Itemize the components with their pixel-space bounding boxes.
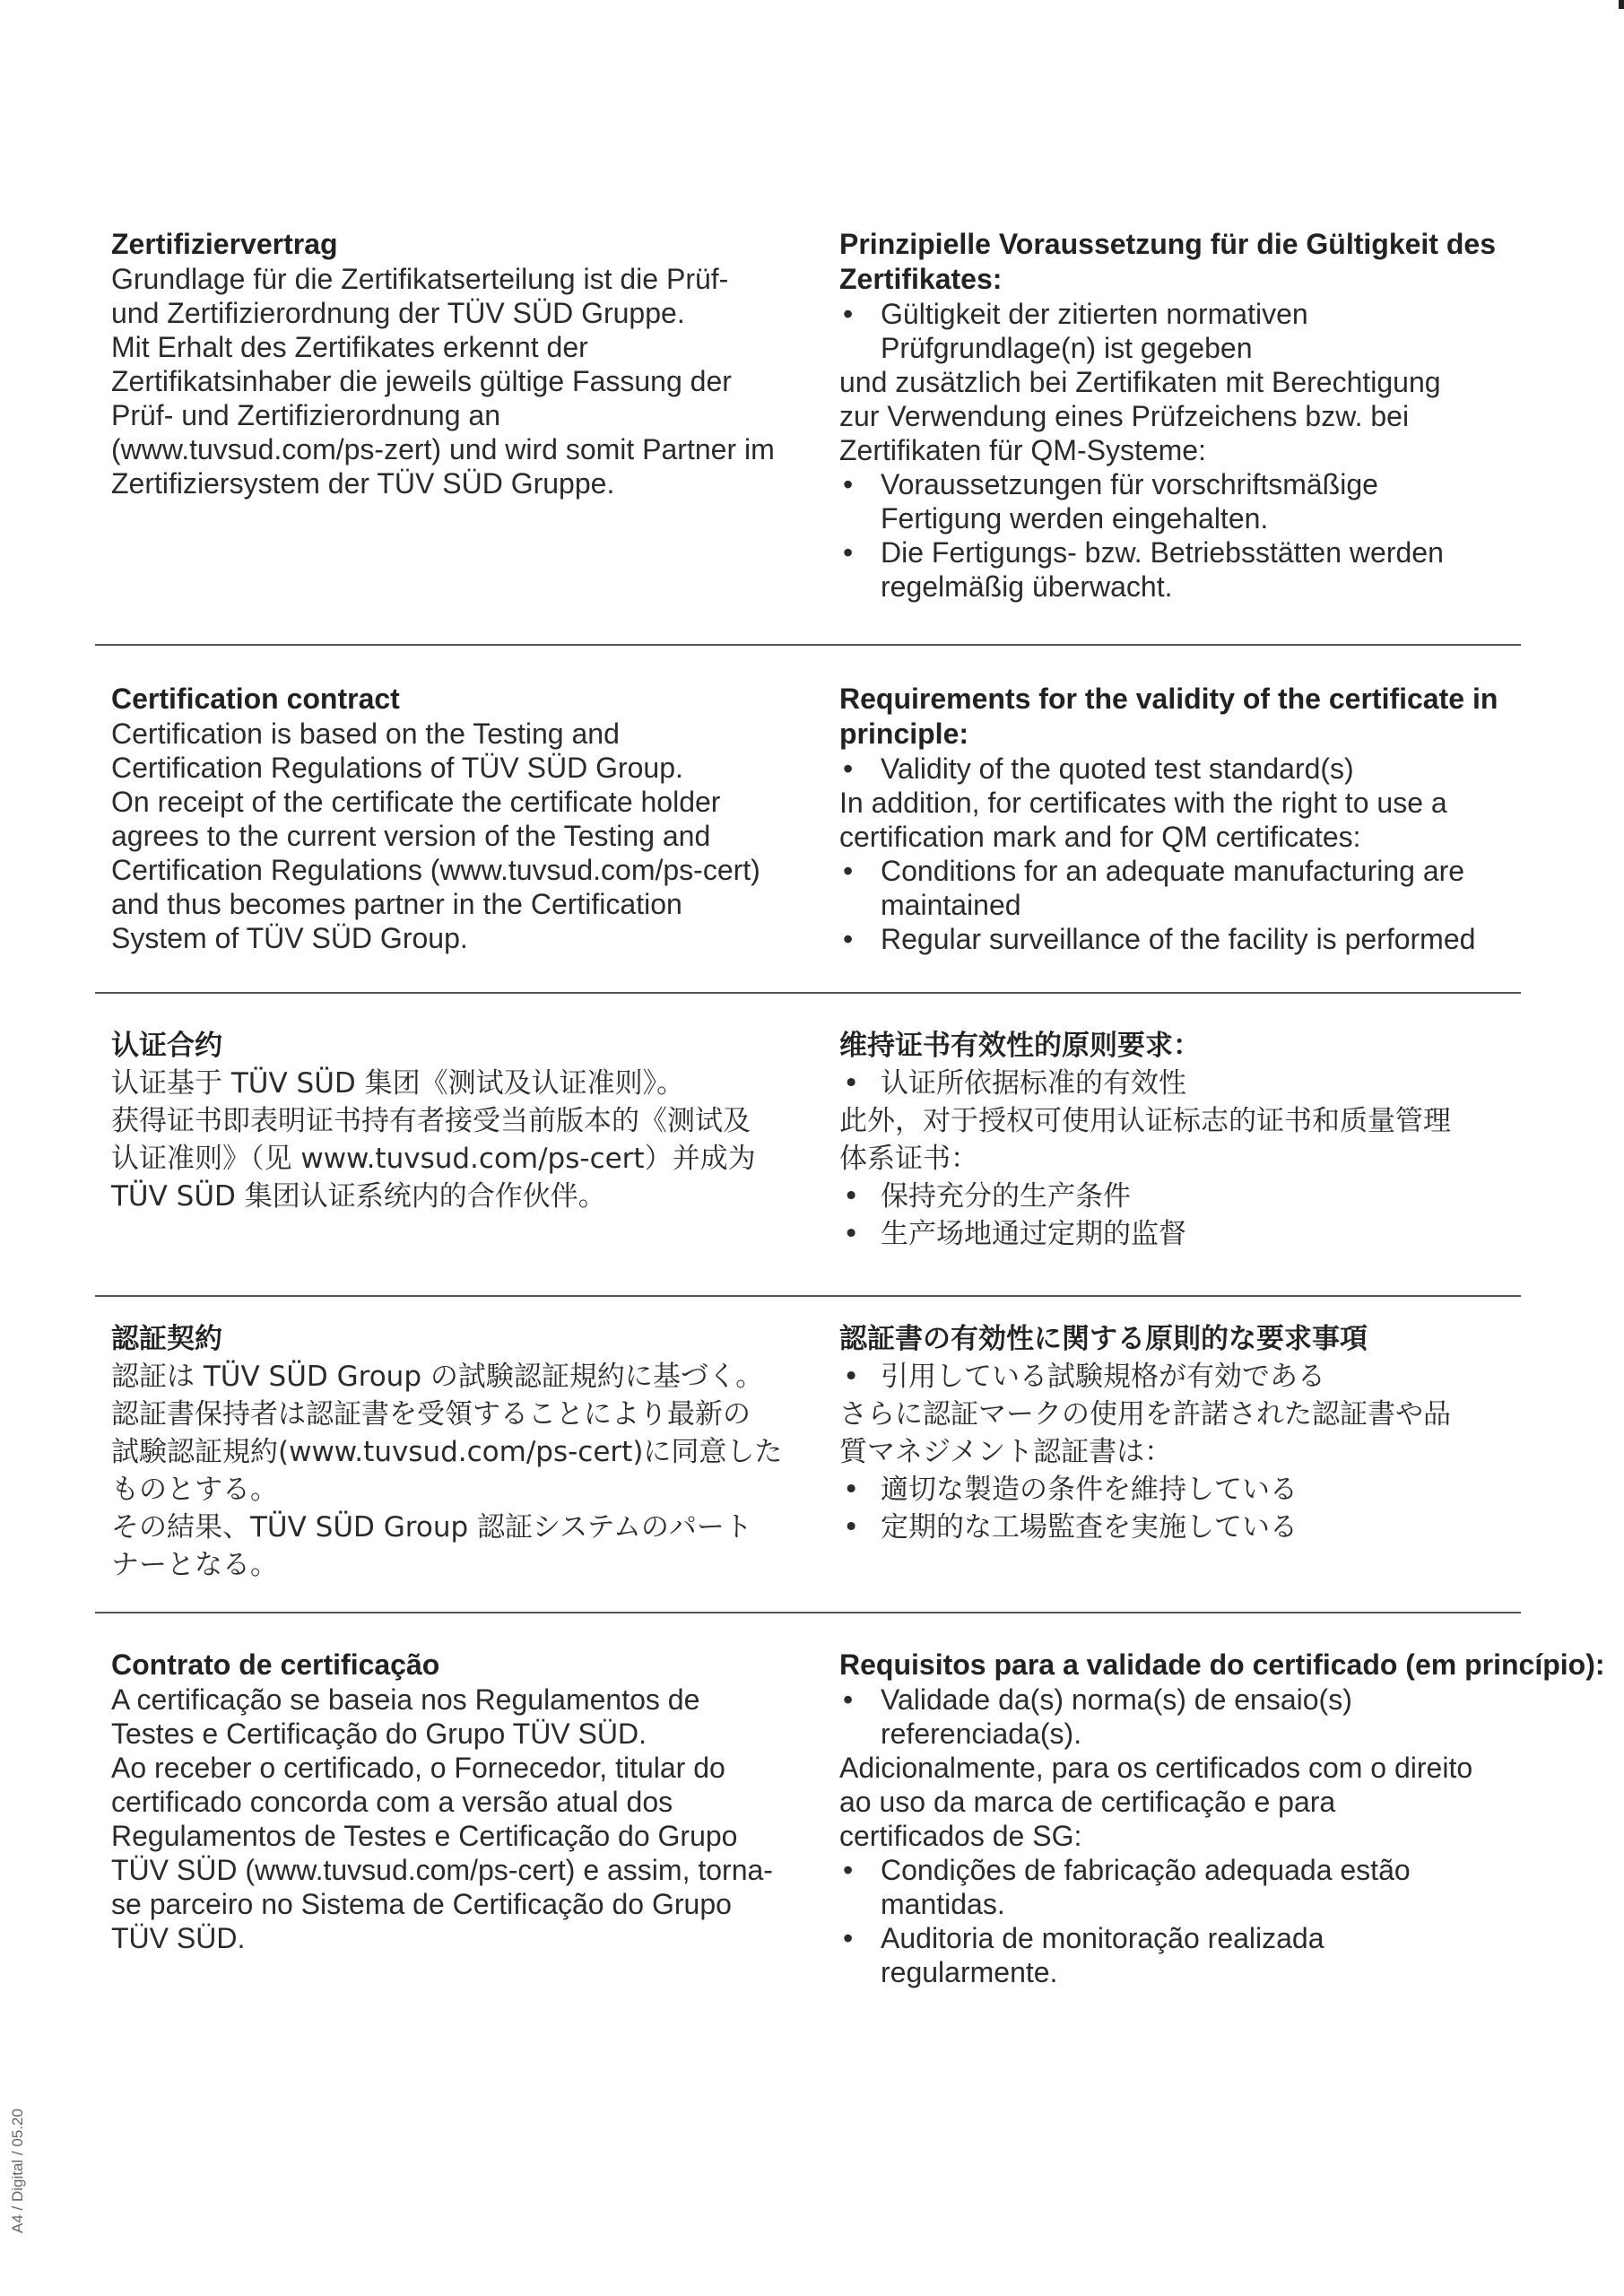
requirements-mid-text: さらに認証マークの使用を許諾された認証書や品 質マネジメント認証書は： bbox=[839, 1398, 1451, 1468]
requirement-item: • 生产场地通过定期的监督 bbox=[839, 1215, 1611, 1253]
requirement-item: • Validity of the quoted test standard(s) bbox=[839, 752, 1611, 786]
requirement-item: • Die Fertigungs- bzw. Betriebsstätten werden regelmäßig überwacht. bbox=[839, 535, 1611, 604]
requirement-item: • 保持充分的生产条件 bbox=[839, 1178, 1611, 1215]
requirement-item: • 认证所依据标准的有效性 bbox=[839, 1065, 1611, 1102]
contract-body: Certification is based on the Testing and Certification Regulations of TÜV SÜD Group. On receipt of the certificate the certificate holder agrees to the current version of the Testing and Certification Regulations (www.tuvsud.com/ps-cert) and thus becomes partner in the Certification System of TÜV SÜD Group. bbox=[111, 718, 760, 954]
requirement-item: • Regular surveillance of the facility is performed bbox=[839, 922, 1611, 956]
requirements-list-a bbox=[839, 1065, 1611, 1102]
requirements-mid-text: In addition, for certificates with the right to use a certification mark and for QM certificates: bbox=[839, 787, 1447, 853]
form-version-code: A4 / Digital / 05.20 bbox=[9, 2109, 26, 2233]
requirements-list-b bbox=[839, 1853, 1611, 1989]
requirements-column-japanese bbox=[839, 1320, 1611, 1546]
requirements-mid-text: Adicionalmente, para os certificados com o direito ao uso da marca de certificação e para certificados de SG: bbox=[839, 1752, 1473, 1852]
contract-heading: 認証契約 bbox=[111, 1323, 222, 1355]
requirements-mid-text: und zusätzlich bei Zertifikaten mit Berechtigung zur Verwendung eines Prüfzeichens bzw. bei Zertifikaten für QM-Systeme: bbox=[839, 366, 1441, 466]
requirements-column-german bbox=[839, 227, 1611, 604]
requirement-item: • Auditoria de monitoração realizada regularmente. bbox=[839, 1921, 1611, 1989]
section-divider bbox=[95, 1295, 1521, 1297]
requirements-list-a bbox=[839, 297, 1611, 365]
requirements-list-a bbox=[839, 1358, 1611, 1396]
contract-column-japanese bbox=[111, 1320, 820, 1584]
requirements-column-chinese bbox=[839, 1027, 1611, 1253]
contract-body: A certificação se baseia nos Regulamentos de Testes e Certificação do Grupo TÜV SÜD. Ao receber o certificado, o Fornecedor, titular do certificado concorda com a versão atual dos Regulamentos de Testes e Certificação do Grupo TÜV SÜD (www.tuvsud.com/ps-cert) e assim, torna- se parceiro no Sistema de Certificação do Grupo TÜV SÜD. bbox=[111, 1683, 773, 1954]
requirements-list-a bbox=[839, 752, 1611, 786]
page-corner-mark bbox=[1619, 0, 1624, 9]
requirements-column-portuguese bbox=[839, 1648, 1611, 1989]
requirements-heading: 维持证书有效性的原则要求： bbox=[839, 1030, 1201, 1062]
requirement-item: • 引用している試験規格が有効である bbox=[839, 1358, 1611, 1396]
requirement-item: • 適切な製造の条件を維持している bbox=[839, 1471, 1611, 1509]
requirement-item: • 定期的な工場監査を実施している bbox=[839, 1509, 1611, 1546]
requirement-item: • Condições de fabricação adequada estão mantidas. bbox=[839, 1853, 1611, 1921]
section-divider bbox=[95, 1612, 1521, 1613]
requirements-heading: Prinzipielle Voraussetzung für die Gültigkeit des Zertifikates: bbox=[839, 228, 1496, 295]
contract-column-english bbox=[111, 682, 820, 955]
requirements-column-english bbox=[839, 682, 1611, 956]
requirements-heading: Requisitos para a validade do certificado (em princípio): bbox=[839, 1648, 1605, 1681]
contract-body: 認証は TÜV SÜD Group の試験認証規約に基づく。 認証書保持者は認証書を受領することにより最新の 試験認証規約(www.tuvsud.com/ps-cert)に同意した ものとする。 その結果、TÜV SÜD Group 認証システムのパート ナーとなる。 bbox=[111, 1361, 783, 1581]
requirements-list-a bbox=[839, 1683, 1611, 1751]
requirements-list-b bbox=[839, 854, 1611, 956]
requirements-heading: Requirements for the validity of the certificate in principle: bbox=[839, 683, 1498, 750]
contract-heading: Zertifiziervertrag bbox=[111, 228, 338, 260]
contract-column-chinese bbox=[111, 1027, 820, 1215]
requirement-item: • Conditions for an adequate manufacturing are maintained bbox=[839, 854, 1611, 922]
contract-body: Grundlage für die Zertifikatserteilung ist die Prüf- und Zertifizierordnung der TÜV SÜD Gruppe. Mit Erhalt des Zertifikates erkennt der Zertifikatsinhaber die jeweils gültige Fassung der Prüf- und Zertifizierordnung an (www.tuvsud.com/ps-zert) und wird somit Partner im Zertifiziersystem der TÜV SÜD Gruppe. bbox=[111, 263, 775, 500]
requirements-list-b bbox=[839, 1178, 1611, 1253]
requirement-item: • Validade da(s) norma(s) de ensaio(s) referenciada(s). bbox=[839, 1683, 1611, 1751]
requirements-list-b bbox=[839, 1471, 1611, 1546]
requirements-list-b bbox=[839, 467, 1611, 604]
contract-heading: 认证合约 bbox=[111, 1030, 222, 1062]
section-divider bbox=[95, 992, 1521, 994]
requirement-item: • Voraussetzungen für vorschriftsmäßige Fertigung werden eingehalten. bbox=[839, 467, 1611, 535]
requirements-mid-text: 此外，对于授权可使用认证标志的证书和质量管理 体系证书： bbox=[839, 1105, 1451, 1175]
section-divider bbox=[95, 644, 1521, 646]
contract-body: 认证基于 TÜV SÜD 集团《测试及认证准则》。 获得证书即表明证书持有者接受当前版本的《测试及 认证准则》（见 www.tuvsud.com/ps-cert）并成为 TÜV SÜD 集团认证系统内的合作伙伴。 bbox=[111, 1067, 756, 1213]
requirement-item: • Gültigkeit der zitierten normativen Prüfgrundlage(n) ist gegeben bbox=[839, 297, 1611, 365]
contract-column-german bbox=[111, 227, 820, 500]
contract-column-portuguese bbox=[111, 1648, 820, 1955]
requirements-heading: 認証書の有効性に関する原則的な要求事項 bbox=[839, 1323, 1368, 1355]
contract-heading: Certification contract bbox=[111, 683, 400, 715]
contract-heading: Contrato de certificação bbox=[111, 1648, 440, 1681]
